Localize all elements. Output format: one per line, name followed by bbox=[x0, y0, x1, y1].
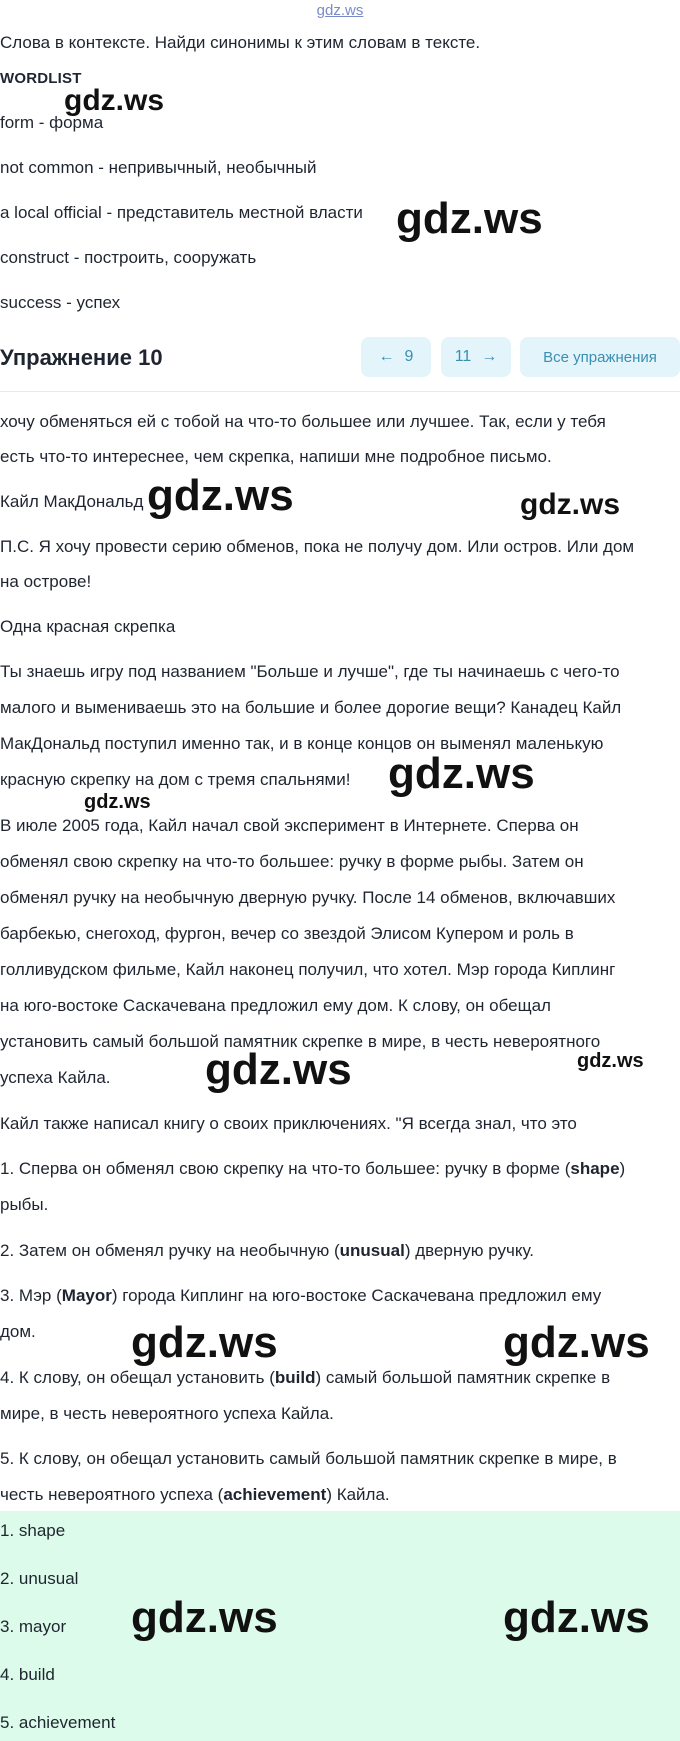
text-line: барбекью, снегоход, фургон, вечер со звездой Элисом Купером и роль в bbox=[0, 924, 574, 943]
instruction-text: Слова в контексте. Найди синонимы к этим словам в тексте. bbox=[0, 33, 481, 52]
next-exercise-label: 11 bbox=[454, 348, 472, 365]
prev-exercise-button[interactable] bbox=[361, 337, 431, 377]
text-line: хочу обменяться ей с тобой на что-то большее или лучшее. Так, если у тебя bbox=[0, 412, 606, 431]
watermark: gdz.ws bbox=[520, 488, 621, 521]
sentence-5: 5. К слову, он обещал установить самый большой памятник скрепке в мире, в bbox=[0, 1449, 617, 1468]
text-line: обменял свою скрепку на что-то большее: ручку в форме рыбы. Затем он bbox=[0, 852, 584, 871]
sentence-3-cont: дом. bbox=[0, 1322, 36, 1341]
text-line: обменял ручку на необычную дверную ручку. После 14 обменов, включавших bbox=[0, 888, 616, 907]
watermark: gdz.ws bbox=[64, 84, 165, 117]
sentence-4-cont: мире, в честь невероятного успеха Кайла. bbox=[0, 1404, 334, 1423]
sentence-1-cont: рыбы. bbox=[0, 1195, 49, 1214]
divider bbox=[0, 391, 680, 392]
text-line: Кайл также написал книгу о своих приключениях. "Я всегда знал, что это bbox=[0, 1114, 577, 1133]
site-logo-link[interactable]: gdz.ws bbox=[316, 2, 364, 19]
text-line: МакДональд поступил именно так, и в конце концов он выменял маленькую bbox=[0, 734, 604, 753]
answer-item: 2. unusual bbox=[0, 1569, 79, 1588]
text-line: установить самый большой памятник скрепке в мире, в честь невероятного bbox=[0, 1032, 601, 1051]
watermark: gdz.ws bbox=[84, 791, 151, 813]
wordlist-item: not common - непривычный, необычный bbox=[0, 158, 317, 177]
text-line: Ты знаешь игру под названием "Больше и лучше", где ты начинаешь с чего-то bbox=[0, 662, 620, 681]
watermark: gdz.ws bbox=[205, 1045, 352, 1094]
next-exercise-button[interactable] bbox=[441, 337, 511, 377]
text-line: успеха Кайла. bbox=[0, 1068, 111, 1087]
text-line: красную скрепку на дом с тремя спальнями! bbox=[0, 770, 351, 789]
keyword: achievement bbox=[223, 1485, 327, 1504]
keyword: shape bbox=[570, 1159, 620, 1178]
arrow-right-icon: → bbox=[481, 348, 498, 365]
watermark: gdz.ws bbox=[131, 1318, 278, 1367]
watermark: gdz.ws bbox=[503, 1318, 650, 1367]
text-line: В июле 2005 года, Кайл начал свой эксперимент в Интернете. Сперва он bbox=[0, 816, 579, 835]
prev-exercise-label: 9 bbox=[404, 348, 414, 365]
wordlist-item: form - форма bbox=[0, 113, 104, 132]
answer-item: 3. mayor bbox=[0, 1617, 67, 1636]
sentence-1: 1. Сперва он обменял свою скрепку на что-то большее: ручку в форме (shape) bbox=[0, 1159, 626, 1178]
wordlist-item: success - успех bbox=[0, 293, 121, 312]
text-line: П.С. Я хочу провести серию обменов, пока не получу дом. Или остров. Или дом bbox=[0, 537, 635, 556]
text-line: голливудском фильме, Кайл наконец получил, что хотел. Мэр города Киплинг bbox=[0, 960, 616, 979]
watermark: gdz.ws bbox=[396, 194, 543, 243]
sentence-3: 3. Мэр (Mayor) города Киплинг на юго-востоке Саскачевана предложил ему bbox=[0, 1286, 602, 1305]
text-line: на юго-востоке Саскачевана предложил ему дом. К слову, он обещал bbox=[0, 996, 551, 1015]
exercise-title: Упражнение 10 bbox=[0, 345, 163, 370]
wordlist-heading: WORDLIST bbox=[0, 70, 82, 87]
answer-item: 5. achievement bbox=[0, 1713, 116, 1732]
text-line: на острове! bbox=[0, 572, 92, 591]
keyword: unusual bbox=[339, 1241, 405, 1260]
all-exercises-label: Все упражнения bbox=[543, 348, 657, 366]
watermark: gdz.ws bbox=[577, 1050, 644, 1072]
keyword: Mayor bbox=[61, 1286, 112, 1305]
text-line: есть что-то интереснее, чем скрепка, напиши мне подробное письмо. bbox=[0, 447, 552, 466]
sentence-4: 4. К слову, он обещал установить (build) самый большой памятник скрепке в bbox=[0, 1368, 611, 1387]
answer-item: 1. shape bbox=[0, 1521, 66, 1540]
text-line: Кайл МакДональд bbox=[0, 492, 144, 511]
all-exercises-button[interactable] bbox=[520, 337, 680, 377]
sentence-2: 2. Затем он обменял ручку на необычную (unusual) дверную ручку. bbox=[0, 1241, 535, 1260]
watermark: gdz.ws bbox=[147, 471, 294, 520]
wordlist-item: construct - построить, сооружать bbox=[0, 248, 257, 267]
text-line: Одна красная скрепка bbox=[0, 617, 176, 636]
text-line: малого и вымениваешь это на большие и более дорогие вещи? Канадец Кайл bbox=[0, 698, 622, 717]
watermark: gdz.ws bbox=[388, 749, 535, 798]
arrow-left-icon: ← bbox=[378, 348, 395, 365]
wordlist-item: a local official - представитель местной власти bbox=[0, 203, 363, 222]
watermark: gdz.ws bbox=[131, 1593, 278, 1642]
keyword: build bbox=[274, 1368, 316, 1387]
watermark: gdz.ws bbox=[503, 1593, 650, 1642]
sentence-5-cont: честь невероятного успеха (achievement) Кайла. bbox=[0, 1485, 390, 1504]
answer-item: 4. build bbox=[0, 1665, 55, 1684]
